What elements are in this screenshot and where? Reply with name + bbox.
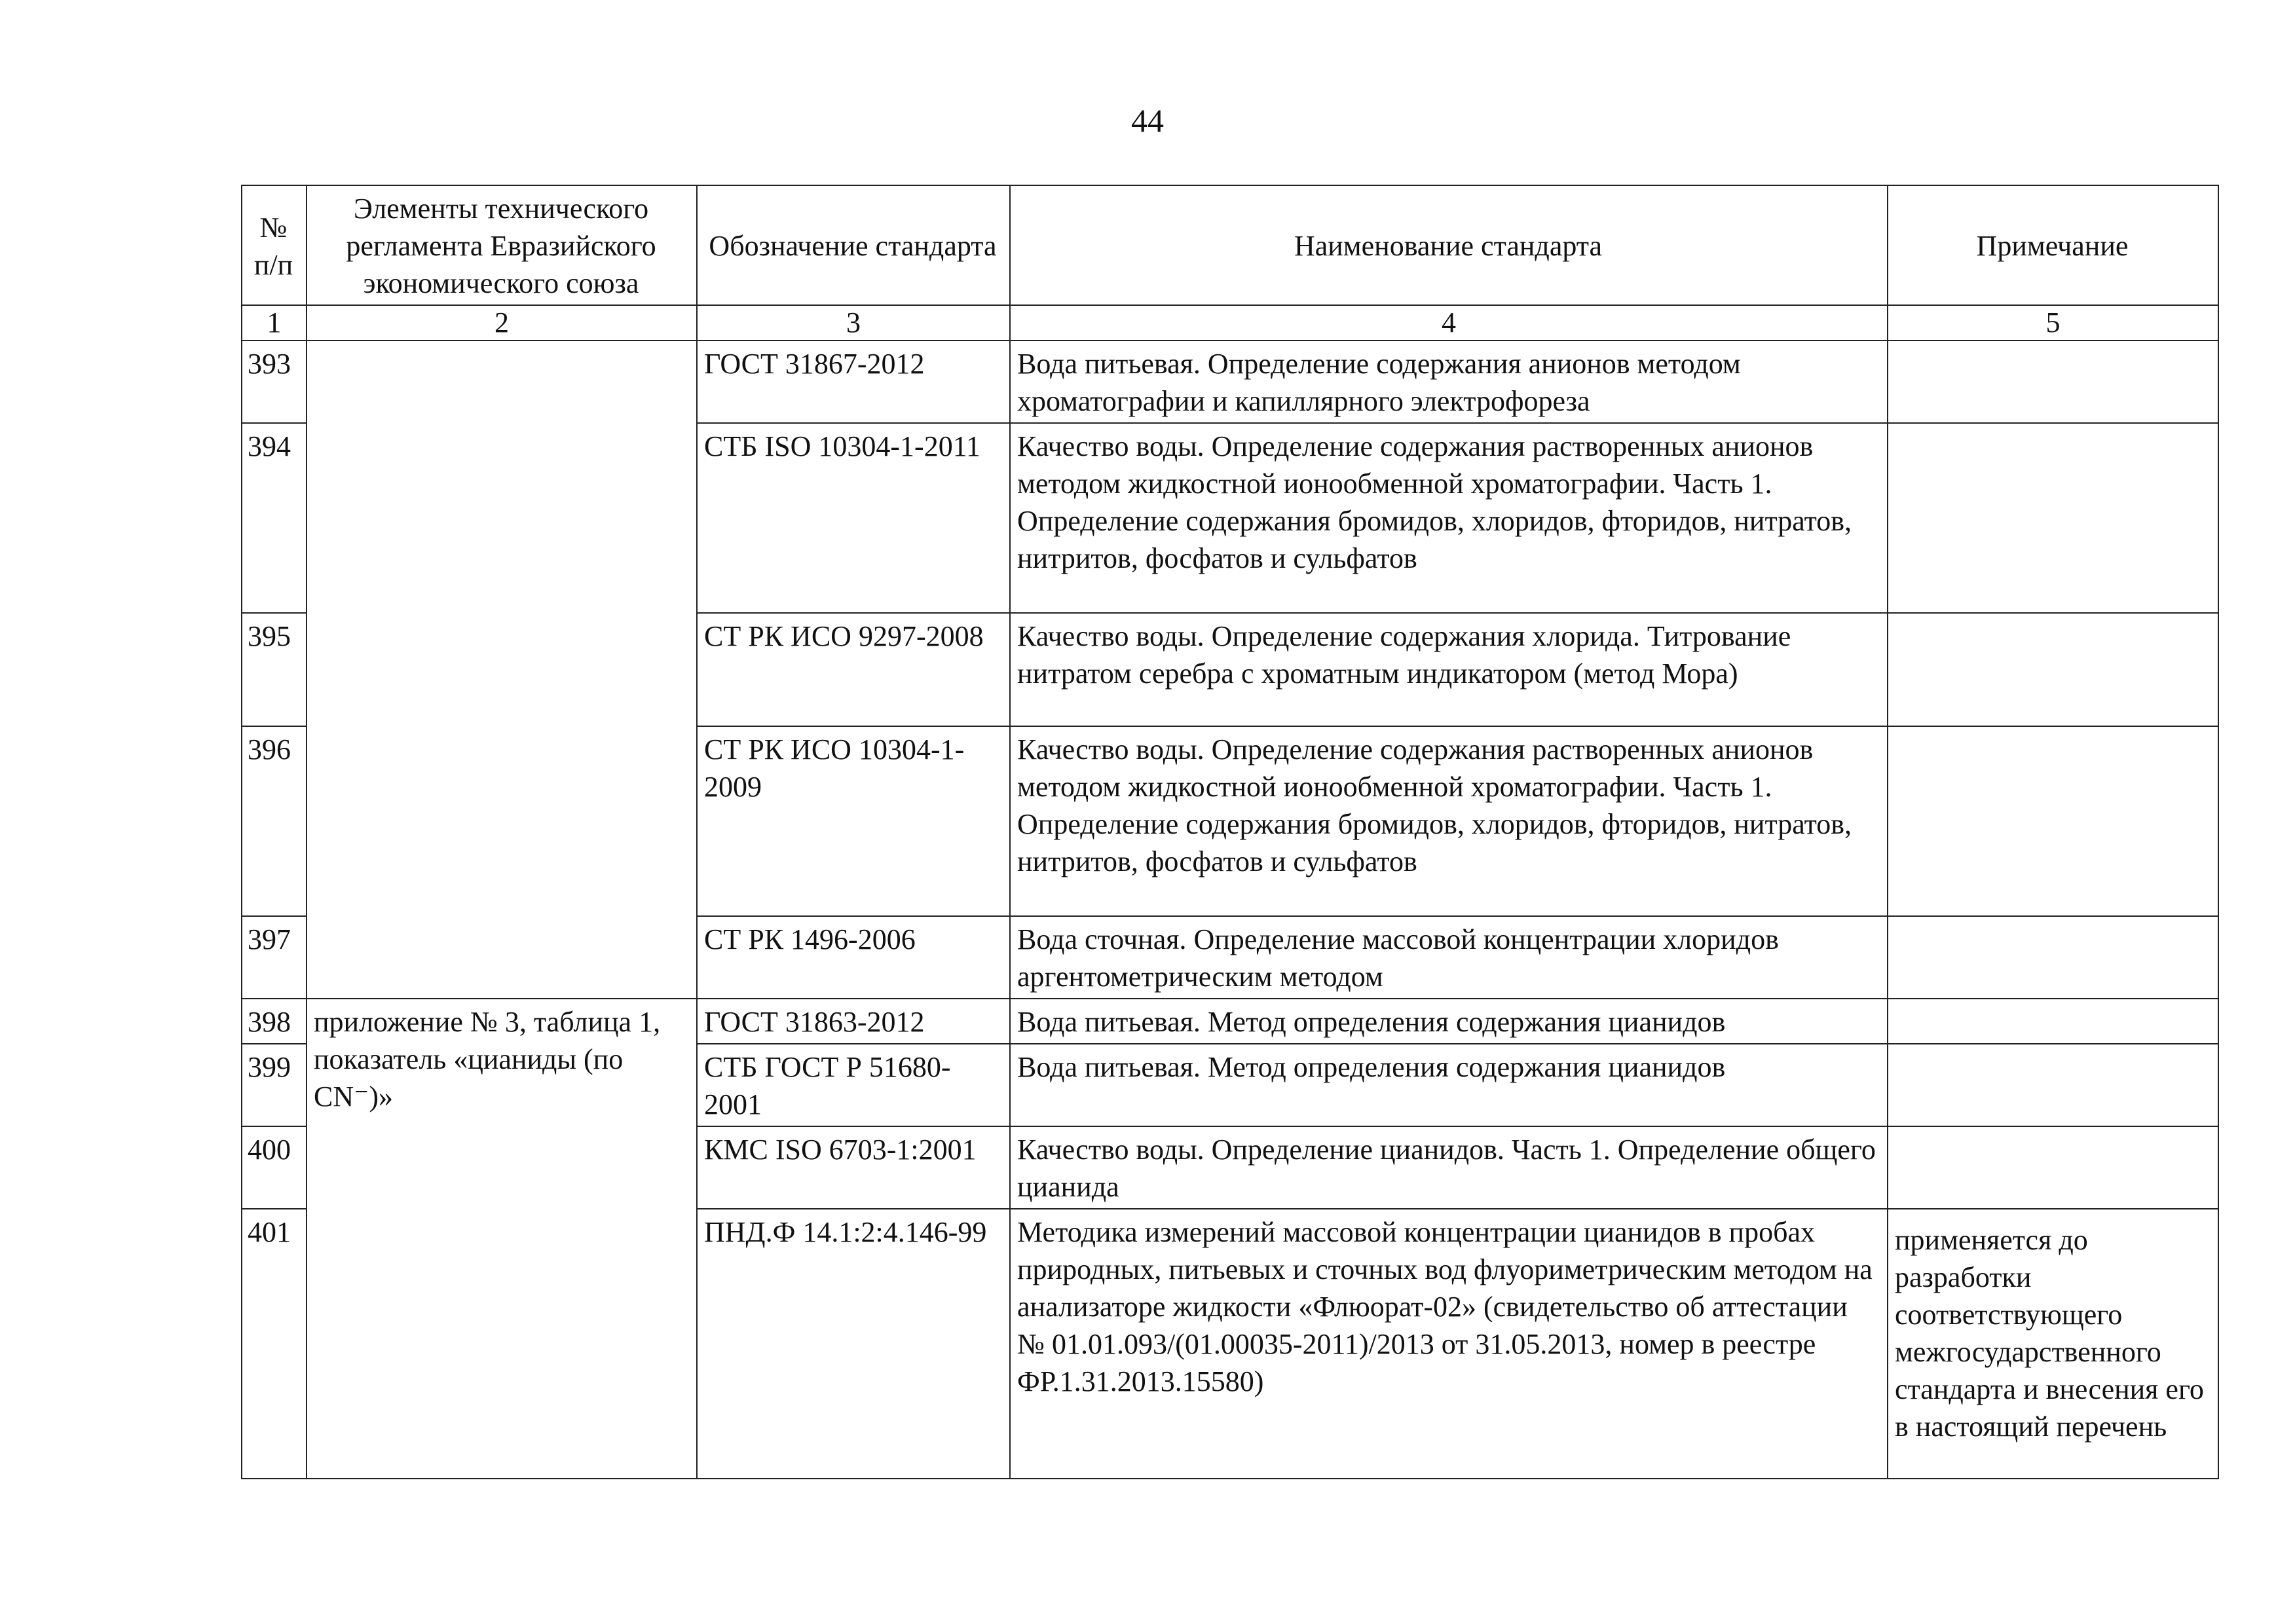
row-number: 401 [242, 1209, 307, 1479]
column-number-row [242, 305, 2218, 341]
standard-name: Качество воды. Определение содержания растворенных анионов методом жидкостной ионообменной хроматографии. Часть 1. Определение содержания бромидов, хлоридов, фторидов, нитратов, нитритов, фосфатов и сульфатов [1010, 423, 1888, 613]
element-cell-cyanides: приложение № 3, таблица 1, показатель «цианиды (по CN⁻)» [307, 999, 697, 1479]
header-standard-name: Наименование стандарта [1010, 185, 1888, 305]
standards-table [241, 185, 2219, 1479]
standard-note [1888, 613, 2218, 726]
row-number: 399 [242, 1044, 307, 1126]
standard-note [1888, 423, 2218, 613]
standard-note [1888, 999, 2218, 1044]
standard-note [1888, 1044, 2218, 1126]
row-number: 397 [242, 916, 307, 999]
standard-code: СТ РК ИСО 9297-2008 [697, 613, 1010, 726]
row-number: 395 [242, 613, 307, 726]
column-number: 3 [697, 305, 1010, 341]
element-cell-empty [307, 341, 697, 999]
standard-note [1888, 726, 2218, 916]
column-number: 2 [307, 305, 697, 341]
column-number: 1 [242, 305, 307, 341]
header-note: Примечание [1888, 185, 2218, 305]
standard-code: СТБ ISO 10304-1-2011 [697, 423, 1010, 613]
standard-name: Вода питьевая. Определение содержания анионов методом хроматографии и капиллярного электрофореза [1010, 341, 1888, 423]
standard-code: ГОСТ 31867-2012 [697, 341, 1010, 423]
standard-name: Качество воды. Определение содержания растворенных анионов методом жидкостной ионообменной хроматографии. Часть 1. Определение содержания бромидов, хлоридов, фторидов, нитратов, нитритов, фосфатов и сульфатов [1010, 726, 1888, 916]
standard-name: Качество воды. Определение цианидов. Часть 1. Определение общего цианида [1010, 1126, 1888, 1209]
table-header-row [242, 185, 2218, 305]
row-number: 393 [242, 341, 307, 423]
standard-note: применяется до разработки соответствующего межгосударственного стандарта и внесения его в настоящий перечень [1888, 1209, 2218, 1479]
standard-note [1888, 916, 2218, 999]
standard-name: Методика измерений массовой концентрации цианидов в пробах природных, питьевых и сточных вод флуориметрическим методом на анализаторе жидкости «Флюорат-02» (свидетельство об аттестации № 01.01.093/(01.00035-2011)/2013 от 31.05.2013, номер в реестре ФР.1.31.2013.15580) [1010, 1209, 1888, 1479]
standard-code: СТ РК ИСО 10304-1-2009 [697, 726, 1010, 916]
standard-code: СТ РК 1496-2006 [697, 916, 1010, 999]
standard-code: КМС ISO 6703-1:2001 [697, 1126, 1010, 1209]
column-number: 4 [1010, 305, 1888, 341]
standard-name: Вода сточная. Определение массовой концентрации хлоридов аргентометрическим методом [1010, 916, 1888, 999]
standard-name: Качество воды. Определение содержания хлорида. Титрование нитратом серебра с хроматным индикатором (метод Мора) [1010, 613, 1888, 726]
standard-note [1888, 1126, 2218, 1209]
row-number: 396 [242, 726, 307, 916]
standard-code: ГОСТ 31863-2012 [697, 999, 1010, 1044]
row-number: 398 [242, 999, 307, 1044]
standard-code: ПНД.Ф 14.1:2:4.146-99 [697, 1209, 1010, 1479]
header-designation: Обозначение стандарта [697, 185, 1010, 305]
header-elements: Элементы технического регламента Евразийского экономического союза [307, 185, 697, 305]
column-number: 5 [1888, 305, 2218, 341]
row-number: 400 [242, 1126, 307, 1209]
standard-name: Вода питьевая. Метод определения содержания цианидов [1010, 1044, 1888, 1126]
page-number: 44 [1131, 102, 1164, 139]
header-number: № п/п [242, 185, 307, 305]
standard-note [1888, 341, 2218, 423]
table-row [242, 341, 2218, 423]
row-number: 394 [242, 423, 307, 613]
standard-code: СТБ ГОСТ Р 51680-2001 [697, 1044, 1010, 1126]
table-row [242, 999, 2218, 1044]
standard-name: Вода питьевая. Метод определения содержания цианидов [1010, 999, 1888, 1044]
